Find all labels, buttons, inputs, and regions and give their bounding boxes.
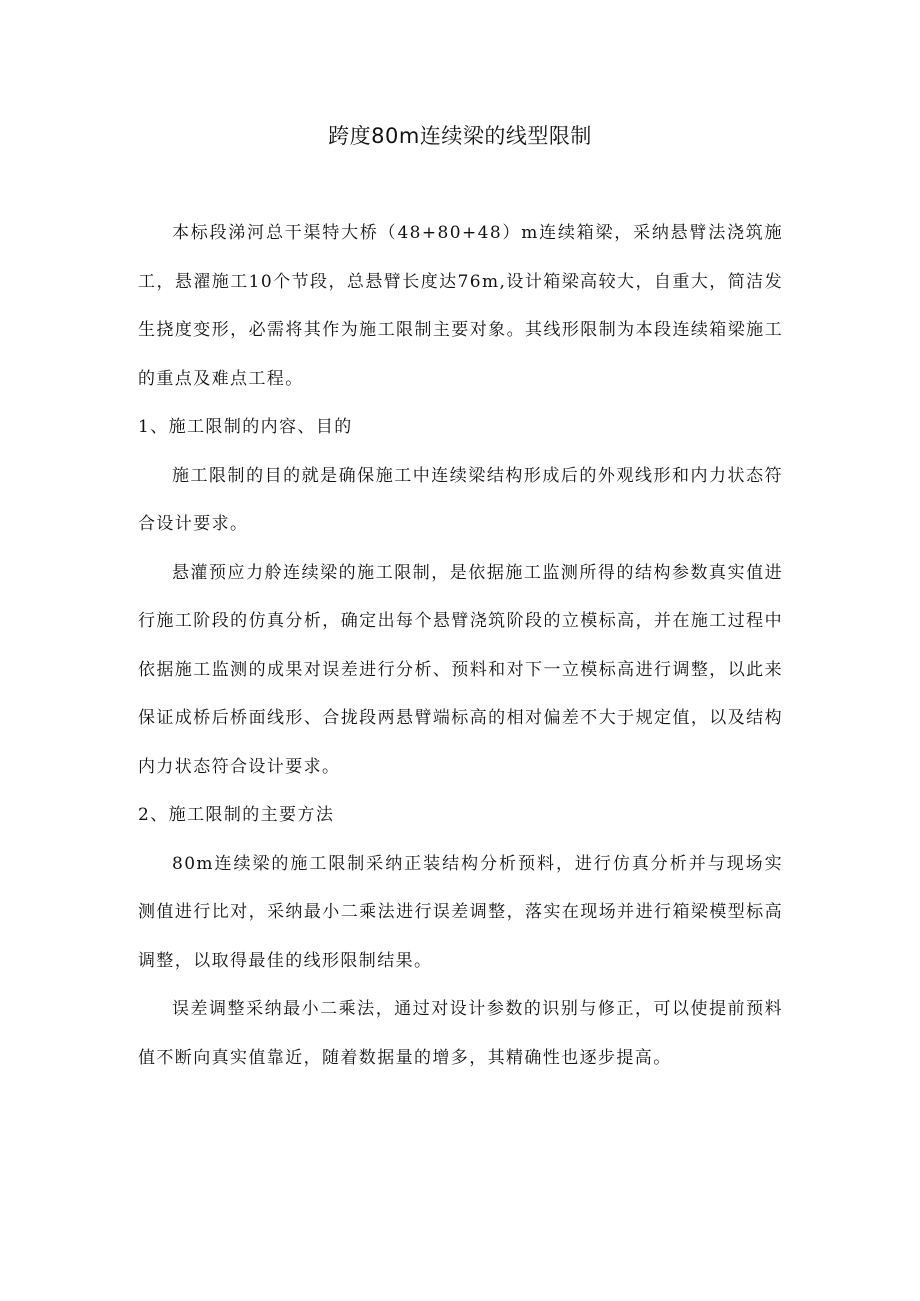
section-2-heading: 2、施工限制的主要方法 [138, 805, 335, 825]
section-1-paragraph-1: 施工限制的目的就是确保施工中连续梁结构形成后的外观线形和内力状态符合设计要求。 [138, 465, 783, 534]
document-title: 跨度80m连续梁的线型限制 [328, 124, 592, 148]
section-1-paragraph-2: 悬灌预应力舲连续梁的施工限制，是依据施工监测所得的结构参数真实值进行施工阶段的仿真分析，确定出每个悬臂浇筑阶段的立模标高，并在施工过程中依据施工监测的成果对误差进行分析、预料和对下一立模标高进行调整，以此来保证成桥后桥面线形、合拢段两悬臂端标高的相对偏差不大于规定值，以及结构内力状态符合设计要求。 [138, 562, 783, 777]
section-1-heading: 1、施工限制的内容、目的 [138, 417, 353, 437]
section-2-paragraph-2: 误差调整采纳最小二乘法，通过对设计参数的识别与修正，可以使提前预料值不断向真实值靠近，随着数据量的增多，其精确性也逐步提高。 [138, 999, 783, 1068]
intro-paragraph: 本标段涕河总干渠特大桥（48+80+48）m连续箱梁，采纳悬臂法浇筑施工，悬濯施工10个节段，总悬臂长度达76m,设计箱梁高较大，自重大，简洁发生挠度变形，必需将其作为施工限制主要对象。其线形限制为本段连续箱梁施工的重点及难点工程。 [138, 223, 783, 389]
section-2-paragraph-1: 80m连续梁的施工限制采纳正装结构分析预料，进行仿真分析并与现场实测值进行比对，采纳最小二乘法进行误差调整，落实在现场并进行箱梁模型标高调整，以取得最佳的线形限制结果。 [138, 853, 783, 971]
document-body [138, 209, 783, 1082]
